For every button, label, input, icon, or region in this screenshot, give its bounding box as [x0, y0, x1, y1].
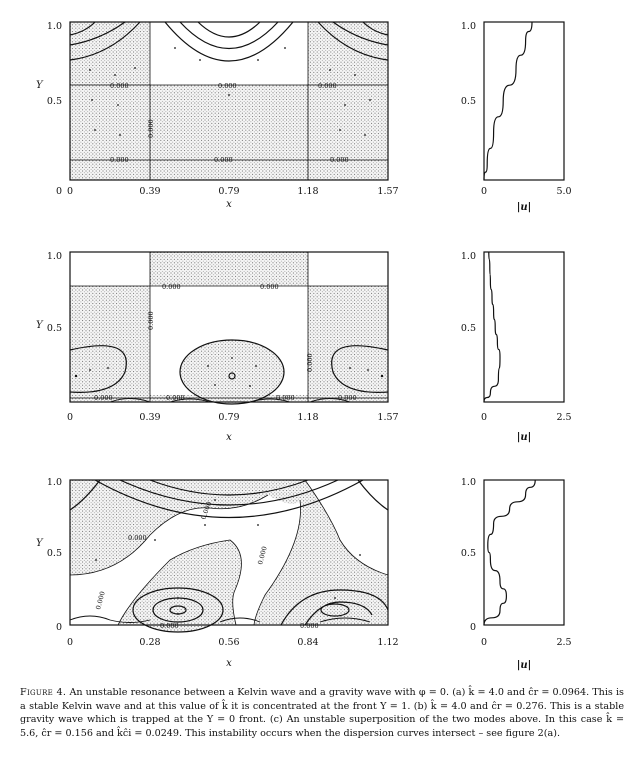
panel-a-main: [36, 21, 399, 210]
contour-label: 0.000: [218, 82, 237, 90]
contour-label: 0.000: [276, 394, 295, 402]
panel-b-side: [461, 251, 572, 443]
y-tick-label: 0.5: [460, 323, 476, 334]
contour-label: 0.000: [338, 394, 357, 402]
x-axis-label: |u|: [516, 660, 532, 671]
x-axis-label: x: [226, 658, 232, 669]
contour-label: 0.000: [318, 82, 337, 90]
contour-label: 0.000: [300, 622, 319, 630]
panel-c-main: [36, 477, 399, 669]
panel-b-main: [36, 251, 399, 443]
shaded-region: [308, 286, 388, 402]
x-tick-label: 0: [66, 637, 74, 648]
shaded-region: [70, 286, 150, 402]
contour-label: 0.000: [94, 394, 113, 402]
x-tick-label: 2.5: [556, 637, 572, 648]
x-tick-label: 1.57: [377, 412, 399, 423]
contour-label: 0.000: [214, 156, 233, 164]
contour-label: 0.000: [128, 534, 147, 542]
u-profile-curve: [484, 252, 500, 402]
plot-frame: [484, 22, 564, 180]
x-tick-label: 0: [66, 412, 74, 423]
y-tick-label: 0: [469, 622, 476, 633]
y-tick-label: 1.0: [46, 251, 62, 262]
contour-label: 0.000: [110, 156, 129, 164]
y-tick-label: 0.5: [46, 323, 62, 334]
panel-c-side: [461, 477, 572, 671]
x-axis-label: |u|: [516, 432, 532, 443]
x-axis-label: |u|: [516, 202, 532, 213]
y-tick-label: 0: [55, 622, 62, 633]
contour-label: 0.000: [260, 283, 279, 291]
y-axis-label: Y: [36, 320, 43, 331]
x-tick-label: 1.57: [377, 186, 399, 197]
x-tick-label: 0.56: [218, 637, 240, 648]
contour-label: 0.000: [160, 622, 179, 630]
contour-label: 0.000: [306, 353, 314, 372]
x-tick-label: 0: [480, 412, 488, 423]
panel-a-side: [461, 21, 572, 213]
y-tick-label: 0.5: [46, 548, 62, 559]
contour-label: 0.000: [147, 119, 155, 138]
x-tick-label: 0: [66, 186, 74, 197]
x-axis-label: x: [226, 199, 232, 210]
shaded-region: [150, 85, 308, 160]
contour-label: 0.000: [166, 394, 185, 402]
contour-label: 0.000: [94, 590, 107, 611]
x-tick-label: 0.39: [139, 412, 161, 423]
x-tick-label: 0.79: [218, 186, 240, 197]
contour-label: 0.000: [110, 82, 129, 90]
x-tick-label: 0.79: [218, 412, 240, 423]
x-tick-label: 1.18: [297, 186, 319, 197]
caption-text: An unstable resonance between a Kelvin wave and a gravity wave with φ = 0. (a) k̂ = 4.0 and ĉr = 0.0964. This is a stable Kelvin wave and at this value of k̂ it is concentrated at the front Y = 1. (b) k̂ = 4.0 and ĉr = 0.276. This is a stable gravity wave which is trapped at the Y = 0 front. (c) An unstable superposition of the two modes above. In this case k̂ = 5.6, ĉr = 0.156 and k̂ĉi = 0.0249. This instability occurs when the dispersion curves intersect – see figure 2(a).: [20, 687, 624, 739]
y-tick-label: 0.5: [46, 96, 62, 107]
plot-frame: [484, 480, 564, 625]
contour-label: 0.000: [199, 500, 214, 521]
y-tick-label: 0.5: [460, 548, 476, 559]
y-tick-label: 0.5: [460, 96, 476, 107]
contour-label: 0.000: [147, 311, 155, 330]
y-axis-label: Y: [36, 538, 43, 549]
x-tick-label: 0.28: [139, 637, 161, 648]
y-tick-label: 1.0: [460, 21, 476, 32]
contour-label: 0.000: [330, 156, 349, 164]
y-tick-label: 1.0: [460, 251, 476, 262]
y-tick-label: 1.0: [46, 477, 62, 488]
u-profile-curve: [484, 22, 532, 180]
y-tick-label: 1.0: [460, 477, 476, 488]
x-tick-label: 0.84: [297, 637, 319, 648]
x-tick-label: 0.39: [139, 186, 161, 197]
x-tick-label: 0: [480, 637, 488, 648]
figure-caption: [20, 686, 624, 740]
caption-lead: Figure 4.: [20, 687, 67, 698]
y-tick-label: 0: [55, 186, 62, 197]
x-tick-label: 2.5: [556, 412, 572, 423]
shaded-region: [150, 252, 308, 286]
plot-frame: [484, 252, 564, 402]
x-axis-label: x: [226, 432, 232, 443]
y-axis-label: Y: [36, 80, 43, 91]
x-tick-label: 1.12: [377, 637, 399, 648]
contour-label: 0.000: [162, 283, 181, 291]
x-tick-label: 5.0: [556, 186, 572, 197]
x-tick-label: 1.18: [297, 412, 319, 423]
x-tick-label: 0: [480, 186, 488, 197]
y-tick-label: 1.0: [46, 21, 62, 32]
u-profile-curve: [484, 480, 535, 625]
contour-label: 0.000: [256, 545, 269, 566]
